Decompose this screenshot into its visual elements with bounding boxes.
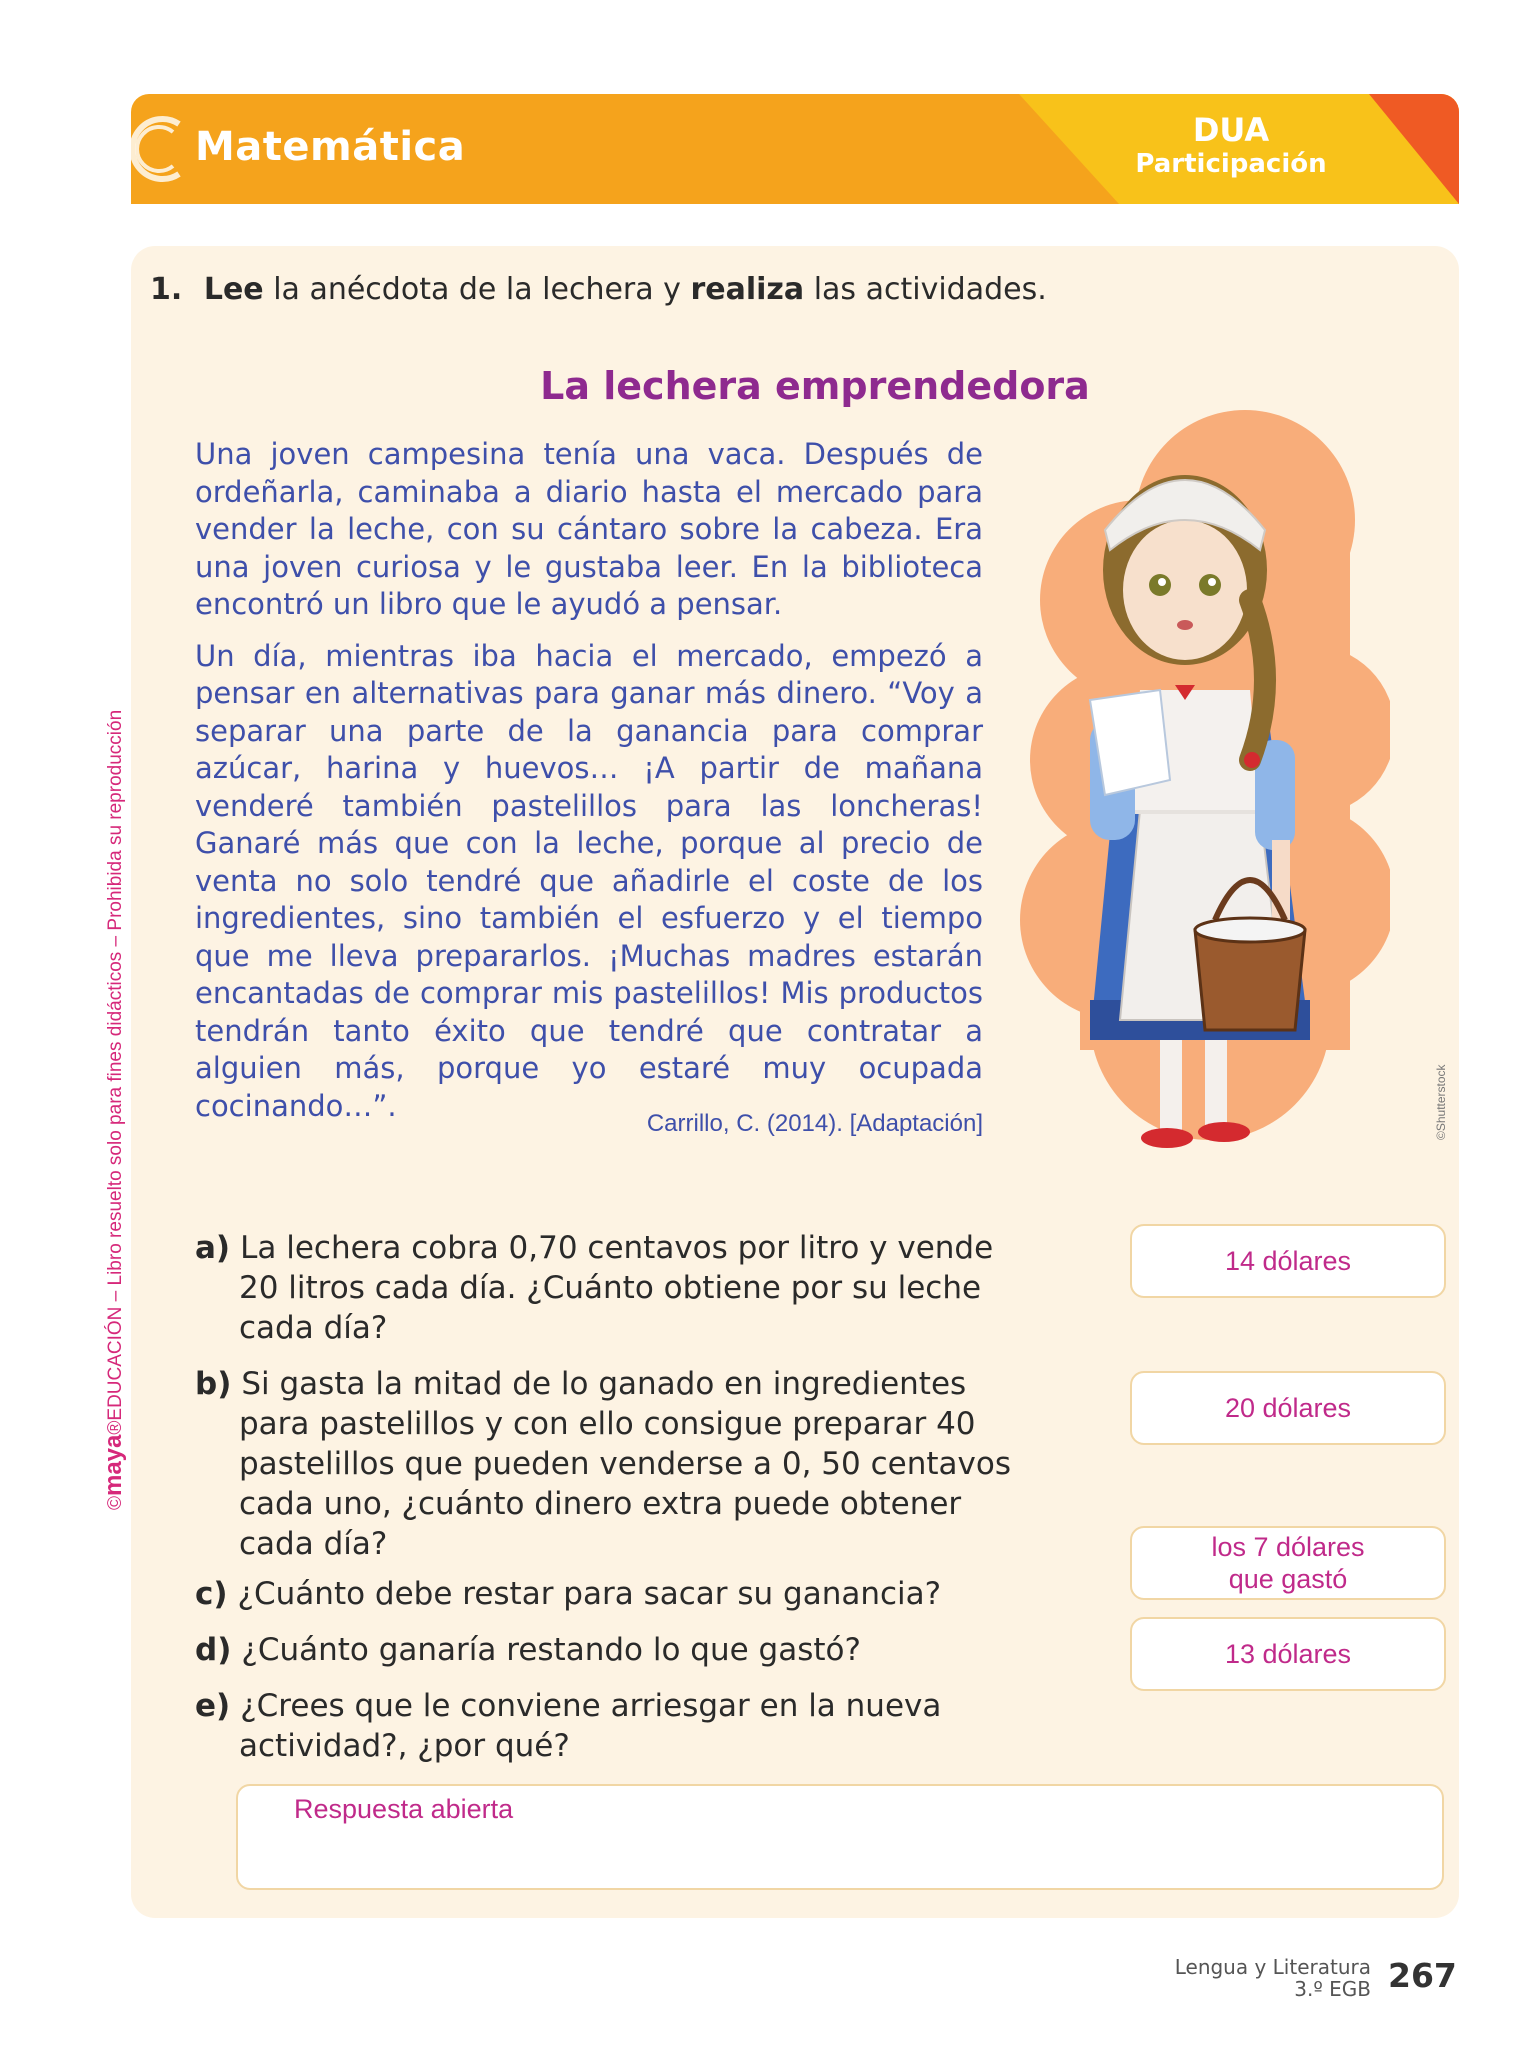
exercise-instruction (150, 272, 1047, 307)
story-source: Carrillo, C. (2014). [Adaptación] (646, 1110, 983, 1137)
question-d (195, 1630, 1065, 1670)
notice-text: EDUCACIÓN – Libro resuelto solo para fines didácticos – Prohibida su reproducción (105, 709, 126, 1421)
question-text: ¿Cuánto ganaría restando lo que gastó? (241, 1632, 861, 1668)
answer-box-d[interactable] (1130, 1617, 1446, 1691)
instruction-verb-read: Lee (203, 272, 264, 307)
footer-grade: 3.º EGB (1294, 1977, 1371, 2001)
answer-text: 13 dólares (1224, 1639, 1352, 1669)
instruction-verb-do: realiza (690, 272, 805, 307)
answer-box-e[interactable] (236, 1784, 1444, 1890)
question-label: c) (195, 1576, 228, 1612)
answer-text: que gastó (1228, 1564, 1348, 1594)
exercise-number: 1. (150, 272, 183, 307)
story-paragraph: Un día, mientras iba hacia el mercado, empezó a pensar en alternativas para ganar más dinero. “Voy a separar una parte de la ganancia para comprar azúcar, harina y huevos… ¡A partir de mañana venderé también pastelillos para las loncheras! Ganaré más que con la leche, porque al precio de venta no solo tendré que añadirle el coste de los ingredientes, sino también el esfuerzo y el tiempo que me lleva prepararlos. ¡Muchas madres estarán encantadas de comprar mis pastelillos! Mis productos tendrán tanto éxito que tendré que contratar a alguien más, porque yo estaré muy ocupada cocinando…”. (195, 638, 983, 1123)
question-text: 20 litros cada día. ¿Cuánto obtiene por su leche (239, 1270, 982, 1306)
question-text: para pastelillos y con ello consigue preparar 40 (239, 1406, 976, 1442)
question-label: b) (195, 1366, 232, 1402)
dua-title: DUA (1192, 111, 1270, 149)
story-paragraph: Una joven campesina tenía una vaca. Después de ordeñarla, caminaba a diario hasta el mercado para vender la leche, con su cántaro sobre la cabeza. Era una joven curiosa y le gustaba leer. En la biblioteca encontró un libro que le ayudó a pensar. (195, 437, 983, 621)
answer-text: los 7 dólares (1211, 1532, 1365, 1562)
story-title: La lechera emprendedora (540, 364, 1090, 408)
answer-box-a[interactable] (1130, 1224, 1446, 1298)
subject-header (131, 94, 1459, 204)
question-text: cada día? (239, 1310, 388, 1346)
copyright-symbol: © (105, 1496, 126, 1510)
answer-box-c[interactable] (1130, 1526, 1446, 1600)
footer-book-info (1175, 1956, 1371, 2000)
question-c (195, 1574, 1065, 1614)
question-e (195, 1686, 1065, 1766)
question-b (195, 1364, 1065, 1564)
question-text: pastelillos que pueden venderse a 0, 50 centavos (239, 1446, 1011, 1482)
instruction-text-2: las actividades. (813, 272, 1047, 307)
image-credit: ©Shutterstock (1434, 1064, 1448, 1140)
footer-book-title: Lengua y Literatura (1174, 1955, 1371, 1979)
question-text: Si gasta la mitad de lo ganado en ingredientes (241, 1366, 967, 1402)
milkmaid-illustration (1010, 400, 1390, 1160)
question-text: ¿Crees que le conviene arriesgar en la nueva (240, 1688, 942, 1724)
question-label: e) (195, 1688, 231, 1724)
instruction-text-1: la anécdota de la lechera y (273, 272, 681, 307)
answer-box-b[interactable] (1130, 1371, 1446, 1445)
page-number: 267 (1388, 1956, 1457, 1995)
answer-text: Respuesta abierta (294, 1794, 514, 1824)
question-text: actividad?, ¿por qué? (239, 1728, 570, 1764)
side-copyright-notice (100, 710, 128, 1510)
story-text (195, 436, 983, 1139)
brand-logo-text: maya (100, 1434, 127, 1496)
question-label: a) (195, 1230, 231, 1266)
registered-symbol: ® (105, 1420, 126, 1435)
question-label: d) (195, 1632, 232, 1668)
question-text: ¿Cuánto debe restar para sacar su ganancia? (237, 1576, 942, 1612)
question-text: cada día? (239, 1526, 388, 1562)
subject-title: Matemática (195, 124, 466, 170)
dua-badge (1121, 112, 1341, 180)
answer-text: 14 dólares (1224, 1246, 1352, 1276)
dua-subtitle: Participación (1135, 149, 1327, 179)
subject-c-icon (131, 104, 193, 194)
question-text: cada uno, ¿cuánto dinero extra puede obtener (239, 1486, 962, 1522)
answer-text: 20 dólares (1224, 1393, 1352, 1423)
question-text: La lechera cobra 0,70 centavos por litro y vende (240, 1230, 994, 1266)
question-a (195, 1228, 1065, 1348)
